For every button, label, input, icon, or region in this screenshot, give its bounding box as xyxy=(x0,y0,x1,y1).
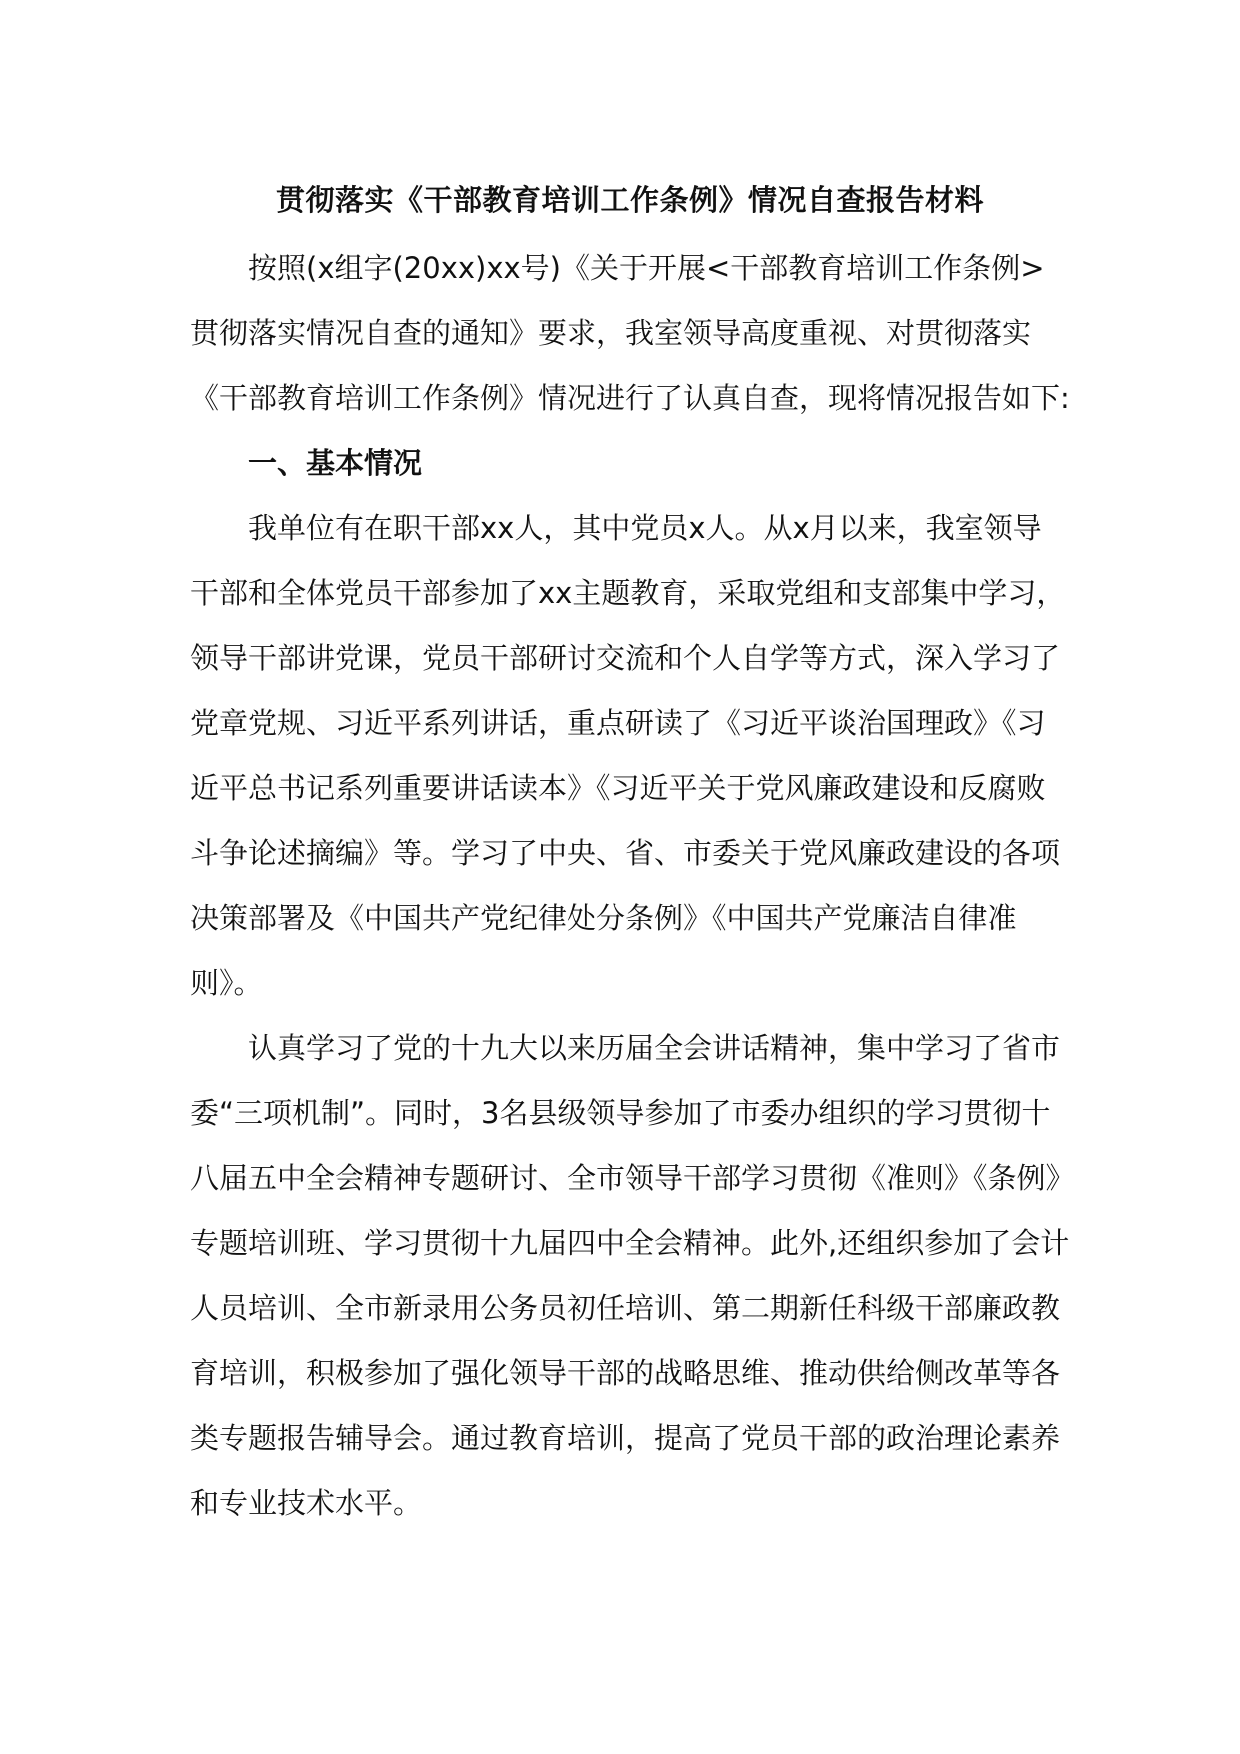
document-title: 贯彻落实《干部教育培训工作条例》情况自查报告材料 xyxy=(275,183,984,217)
document-body xyxy=(190,176,1070,1536)
basic-situation-paragraph-2: 认真学习了党的十九大以来历届全会讲话精神，集中学习了省市委“三项机制”。同时，3名县级领导参加了市委办组织的学习贯彻十八届五中全会精神专题研讨、全市领导干部学习贯彻《准则》《条例》专题培训班、学习贯彻十九届四中全会精神。此外,还组织参加了会计人员培训、全市新录用公务员初任培训、第二期新任科级干部廉政教育培训，积极参加了强化领导干部的战略思维、推动供给侧改革等各类专题报告辅导会。通过教育培训，提高了党员干部的政治理论素养和专业技术水平。 xyxy=(190,1031,1070,1520)
intro-paragraph: 按照(x组字(20xx)xx号)《关于开展<干部教育培训工作条例>贯彻落实情况自查的通知》要求，我室领导高度重视、对贯彻落实《干部教育培训工作条例》情况进行了认真自查，现将情况报告如下: xyxy=(190,251,1070,415)
basic-situation-paragraph-1: 我单位有在职干部xx人，其中党员x人。从x月以来，我室领导干部和全体党员干部参加了xx主题教育，采取党组和支部集中学习，领导干部讲党课，党员干部研讨交流和个人自学等方式，深入学习了党章党规、习近平系列讲话，重点研读了《习近平谈治国理政》《习近平总书记系列重要讲话读本》《习近平关于党风廉政建设和反腐败斗争论述摘编》等。学习了中央、省、市委关于党风廉政建设的各项决策部署及《中国共产党纪律处分条例》《中国共产党廉洁自律准则》。 xyxy=(190,511,1066,1000)
section-heading-basic-situation: 一、基本情况 xyxy=(248,446,423,480)
